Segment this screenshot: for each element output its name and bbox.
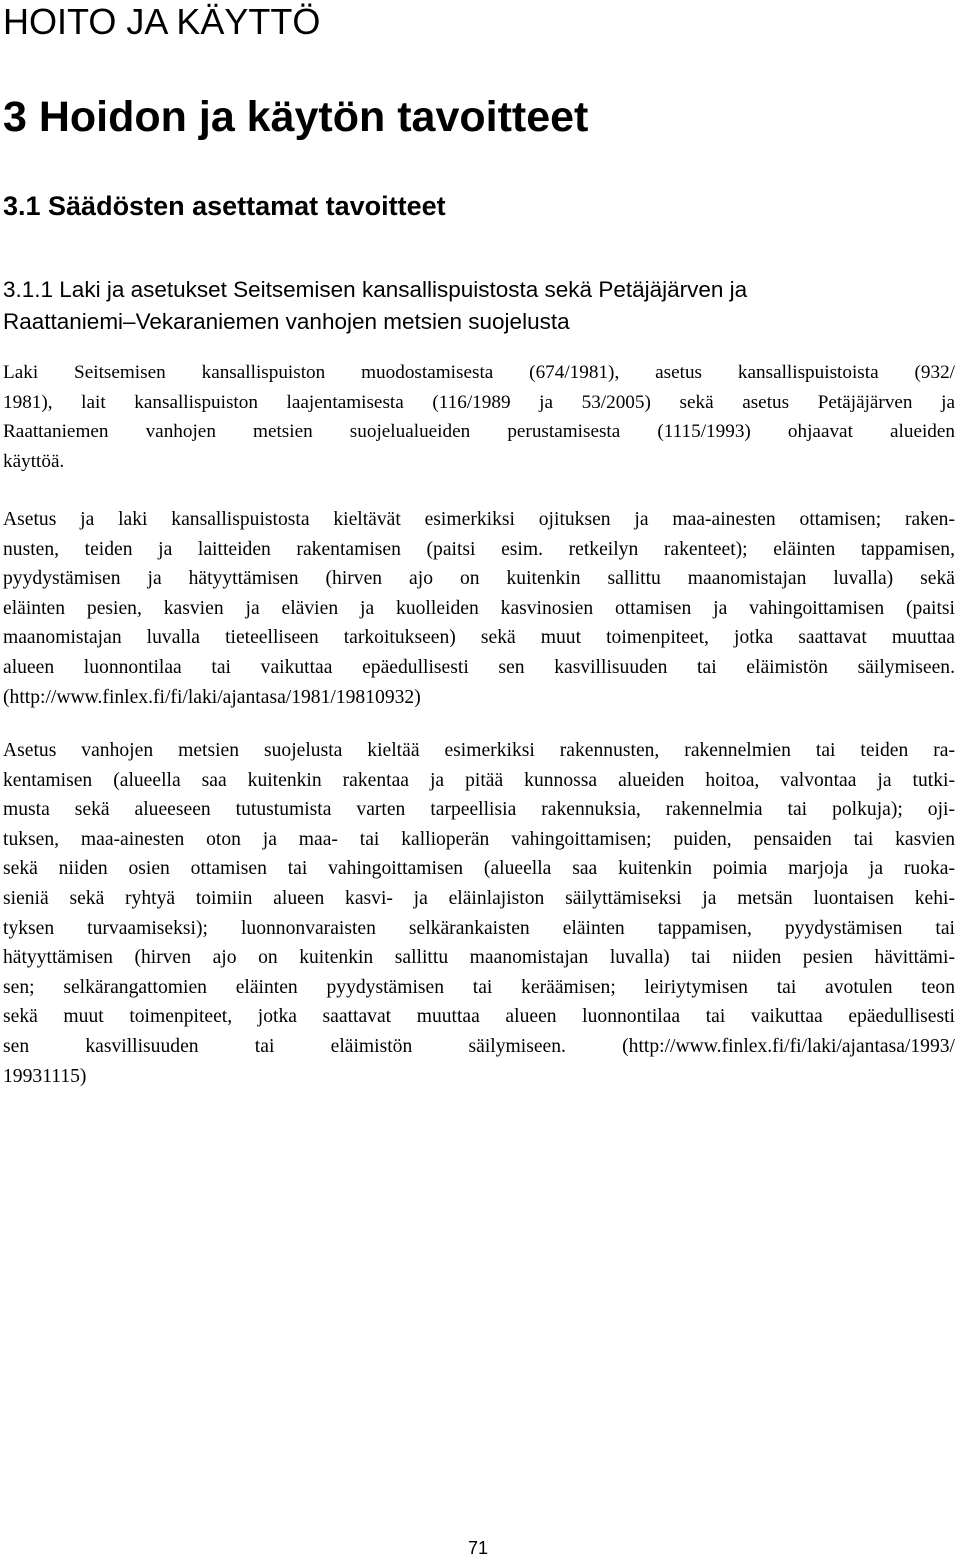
- page-number-text: 71: [467, 1538, 489, 1558]
- running-head: HOITO JA KÄYTTÖ: [3, 1, 321, 42]
- subsection-heading-line: Raattaniemi–Vekaraniemen vanhojen metsien suojelusta: [3, 309, 570, 334]
- paragraph-line: (http://www.finlex.fi/fi/laki/ajantasa/1981/19810932): [3, 686, 421, 708]
- paragraph-national-park-prohibitions: [3, 505, 955, 712]
- paragraph-line: Laki Seitsemisen kansallispuiston muodostamisesta (674/1981), asetus kansallispuistoista (932/: [3, 362, 955, 383]
- subsection-heading-line: 3.1.1 Laki ja asetukset Seitsemisen kansallispuistosta sekä Petäjäjärven ja: [3, 277, 748, 302]
- paragraph-old-forest-prohibitions: [3, 736, 955, 1091]
- paragraph-line: Asetus ja laki kansallispuistosta kieltävät esimerkiksi ojituksen ja maa-ainesten ottamisen; raken-: [3, 509, 955, 530]
- paragraph-statutes: [3, 358, 955, 476]
- paragraph-line: sekä niiden osien ottamisen tai vahingoittamisen (alueella saa kuitenkin poimia marjoja ja ruoka-: [3, 858, 955, 880]
- paragraph-line: tyksen turvaamiseksi); luonnonvaraisten selkärankaisten eläinten tappamisen, pyydystämisen tai: [3, 917, 955, 939]
- paragraph-line: 1981), lait kansallispuiston laajentamisesta (116/1989 ja 53/2005) sekä asetus Petäjäjärven ja: [3, 391, 955, 413]
- section-heading: 3.1 Säädösten asettamat tavoitteet: [3, 191, 446, 221]
- paragraph-line: pyydystämisen ja hätyyttämisen (hirven ajo on kuitenkin sallittu maanomistajan luvalla) sekä: [3, 568, 955, 590]
- paragraph-line: sen; selkärangattomien eläinten pyydystämisen tai keräämisen; leiriytymisen tai avotulen teon: [3, 976, 955, 998]
- paragraph-line: sen kasvillisuuden tai eläimistön säilymiseen. (http://www.finlex.fi/fi/laki/ajantasa/1993/: [3, 1035, 955, 1057]
- paragraph-line: Asetus vanhojen metsien suojelusta kieltää esimerkiksi rakennusten, rakennelmien tai teiden ra-: [3, 740, 955, 761]
- paragraph-line: Raattaniemen vanhojen metsien suojelualueiden perustamisesta (1115/1993) ohjaavat alueiden: [3, 421, 955, 443]
- chapter-heading: 3 Hoidon ja käytön tavoitteet: [3, 93, 589, 141]
- paragraph-line: hätyyttämisen (hirven ajo on kuitenkin sallittu maanomistajan luvalla) tai niiden pesien hävittämi-: [3, 947, 955, 969]
- paragraph-line: kentamisen (alueella saa kuitenkin rakentaa ja pitää kunnossa alueiden hoitoa, valvontaa ja tutki-: [3, 769, 955, 791]
- paragraph-line: sieniä sekä ryhtyä toimiin alueen kasvi- ja eläinlajiston säilyttämiseksi ja metsän luontaisen kehi-: [3, 887, 955, 909]
- paragraph-line: 19931115): [3, 1065, 87, 1087]
- paragraph-line: tuksen, maa-ainesten oton ja maa- tai kallioperän vahingoittamisen; puiden, pensaiden tai kasvien: [3, 828, 955, 850]
- paragraph-line: musta sekä alueeseen tutustumista varten tarpeellisia rakennuksia, rakennelmia tai polkuja); oji-: [3, 799, 955, 821]
- paragraph-line: sekä muut toimenpiteet, jotka saattavat muuttaa alueen luonnontilaa tai vaikuttaa epäedullisesti: [3, 1006, 955, 1028]
- paragraph-line: eläinten pesien, kasvien ja elävien ja kuolleiden kasvinosien ottamisen ja vahingoittamisen (paitsi: [3, 597, 955, 619]
- subsection-heading: [3, 274, 943, 338]
- paragraph-line: alueen luonnontilaa tai vaikuttaa epäedullisesti sen kasvillisuuden tai eläimistön säilymiseen.: [3, 656, 955, 678]
- paragraph-line: käyttöä.: [3, 450, 65, 472]
- paragraph-line: nusten, teiden ja laitteiden rakentamisen (paitsi esim. retkeilyn rakenteet); eläinten tappamisen,: [3, 538, 955, 560]
- page-number: [0, 1538, 960, 1558]
- paragraph-line: maanomistajan luvalla tieteelliseen tarkoitukseen) sekä muut toimenpiteet, jotka saattavat muuttaa: [3, 627, 955, 649]
